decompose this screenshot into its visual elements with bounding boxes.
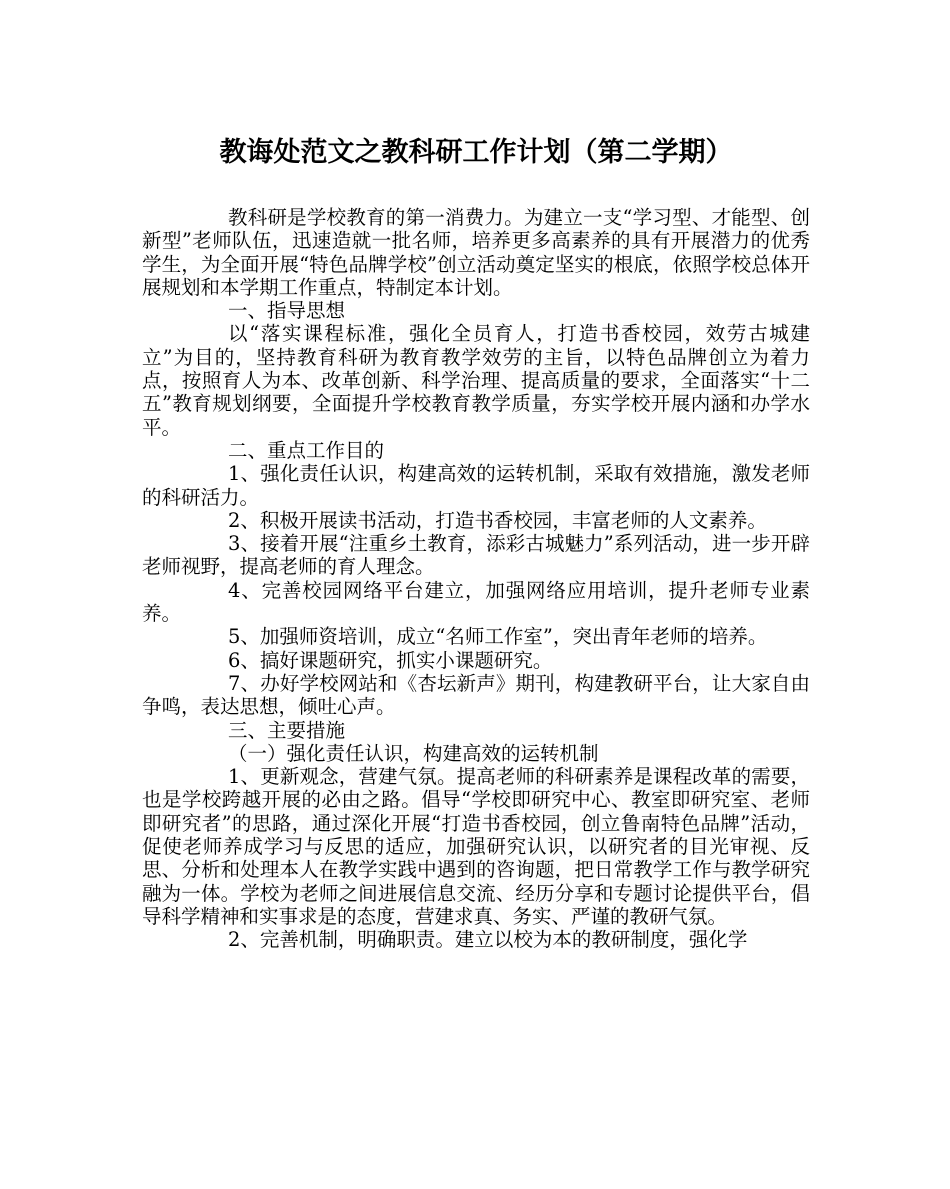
subsection-heading-responsibility: （一）强化责任认识，构建高效的运转机制 <box>228 741 599 765</box>
list-item-goal-2: 2、积极开展读书活动，打造书香校园，丰富老师的人文素养。 <box>228 508 767 532</box>
paragraph-guiding-ideology: 以“落实课程标准，强化全员育人，打造书香校园，效劳古城建立”为目的，坚持教育科研为教育教学效劳的主旨，以特色品牌创立为着力点，按照育人为本、改革创新、科学治理、提高质量的要求，全面落实“十二五”教育规划纲要，全面提升学校教育教学质量，夯实学校开展内涵和办学水平。 <box>142 322 810 439</box>
list-item-goal-5: 5、加强师资培训，成立“名师工作室”，突出青年老师的培养。 <box>228 625 768 649</box>
list-item-goal-4: 4、完善校园网络平台建立，加强网络应用培训，提升老师专业素养。 <box>142 578 810 626</box>
paragraph-measure-1: 1、更新观念，营建气氛。提高老师的科研素养是课程改革的需要，也是学校跨越开展的必由之路。倡导“学校即研究中心、教室即研究室、老师即研究者”的思路，通过深化开展“打造书香校园，创立鲁南特色品牌”活动，促使老师养成学习与反思的适应，加强研究认识，以研究者的目光审视、反思、分析和处理本人在教学实践中遇到的咨询题，把日常教学工作与教学研究融为一体。学校为老师之间进展信息交流、经历分享和专题讨论提供平台，倡导科学精神和实事求是的态度，营建求真、务实、严谨的教研气氛。 <box>142 765 810 928</box>
list-item-goal-3: 3、接着开展“注重乡土教育，添彩古城魅力”系列活动，进一步开辟老师视野，提高老师的育人理念。 <box>142 532 810 579</box>
section-heading-key-goals: 二、重点工作目的 <box>228 438 385 462</box>
list-item-goal-1: 1、强化责任认识，构建高效的运转机制，采取有效措施，激发老师的科研活力。 <box>142 462 810 509</box>
section-heading-guiding-ideology: 一、指导思想 <box>228 299 346 323</box>
list-item-goal-6: 6、搞好课题研究，抓实小课题研究。 <box>228 648 553 672</box>
document-body <box>142 206 810 952</box>
paragraph-measure-2: 2、完善机制，明确职责。建立以校为本的教研制度，强化学 <box>228 928 748 952</box>
section-heading-main-measures: 三、主要措施 <box>228 718 346 742</box>
document-title: 教诲处范文之教科研工作计划（第二学期） <box>219 137 733 168</box>
paragraph-intro: 教科研是学校教育的第一消费力。为建立一支“学习型、才能型、创新型”老师队伍，迅速造就一批名师，培养更多高素养的具有开展潜力的优秀学生，为全面开展“特色品牌学校”创立活动奠定坚实的根底，依照学校总体开展规划和本学期工作重点，特制定本计划。 <box>142 206 810 299</box>
list-item-goal-7: 7、办好学校网站和《杏坛新声》期刊，构建教研平台，让大家自由争鸣，表达思想，倾吐心声。 <box>142 671 810 719</box>
